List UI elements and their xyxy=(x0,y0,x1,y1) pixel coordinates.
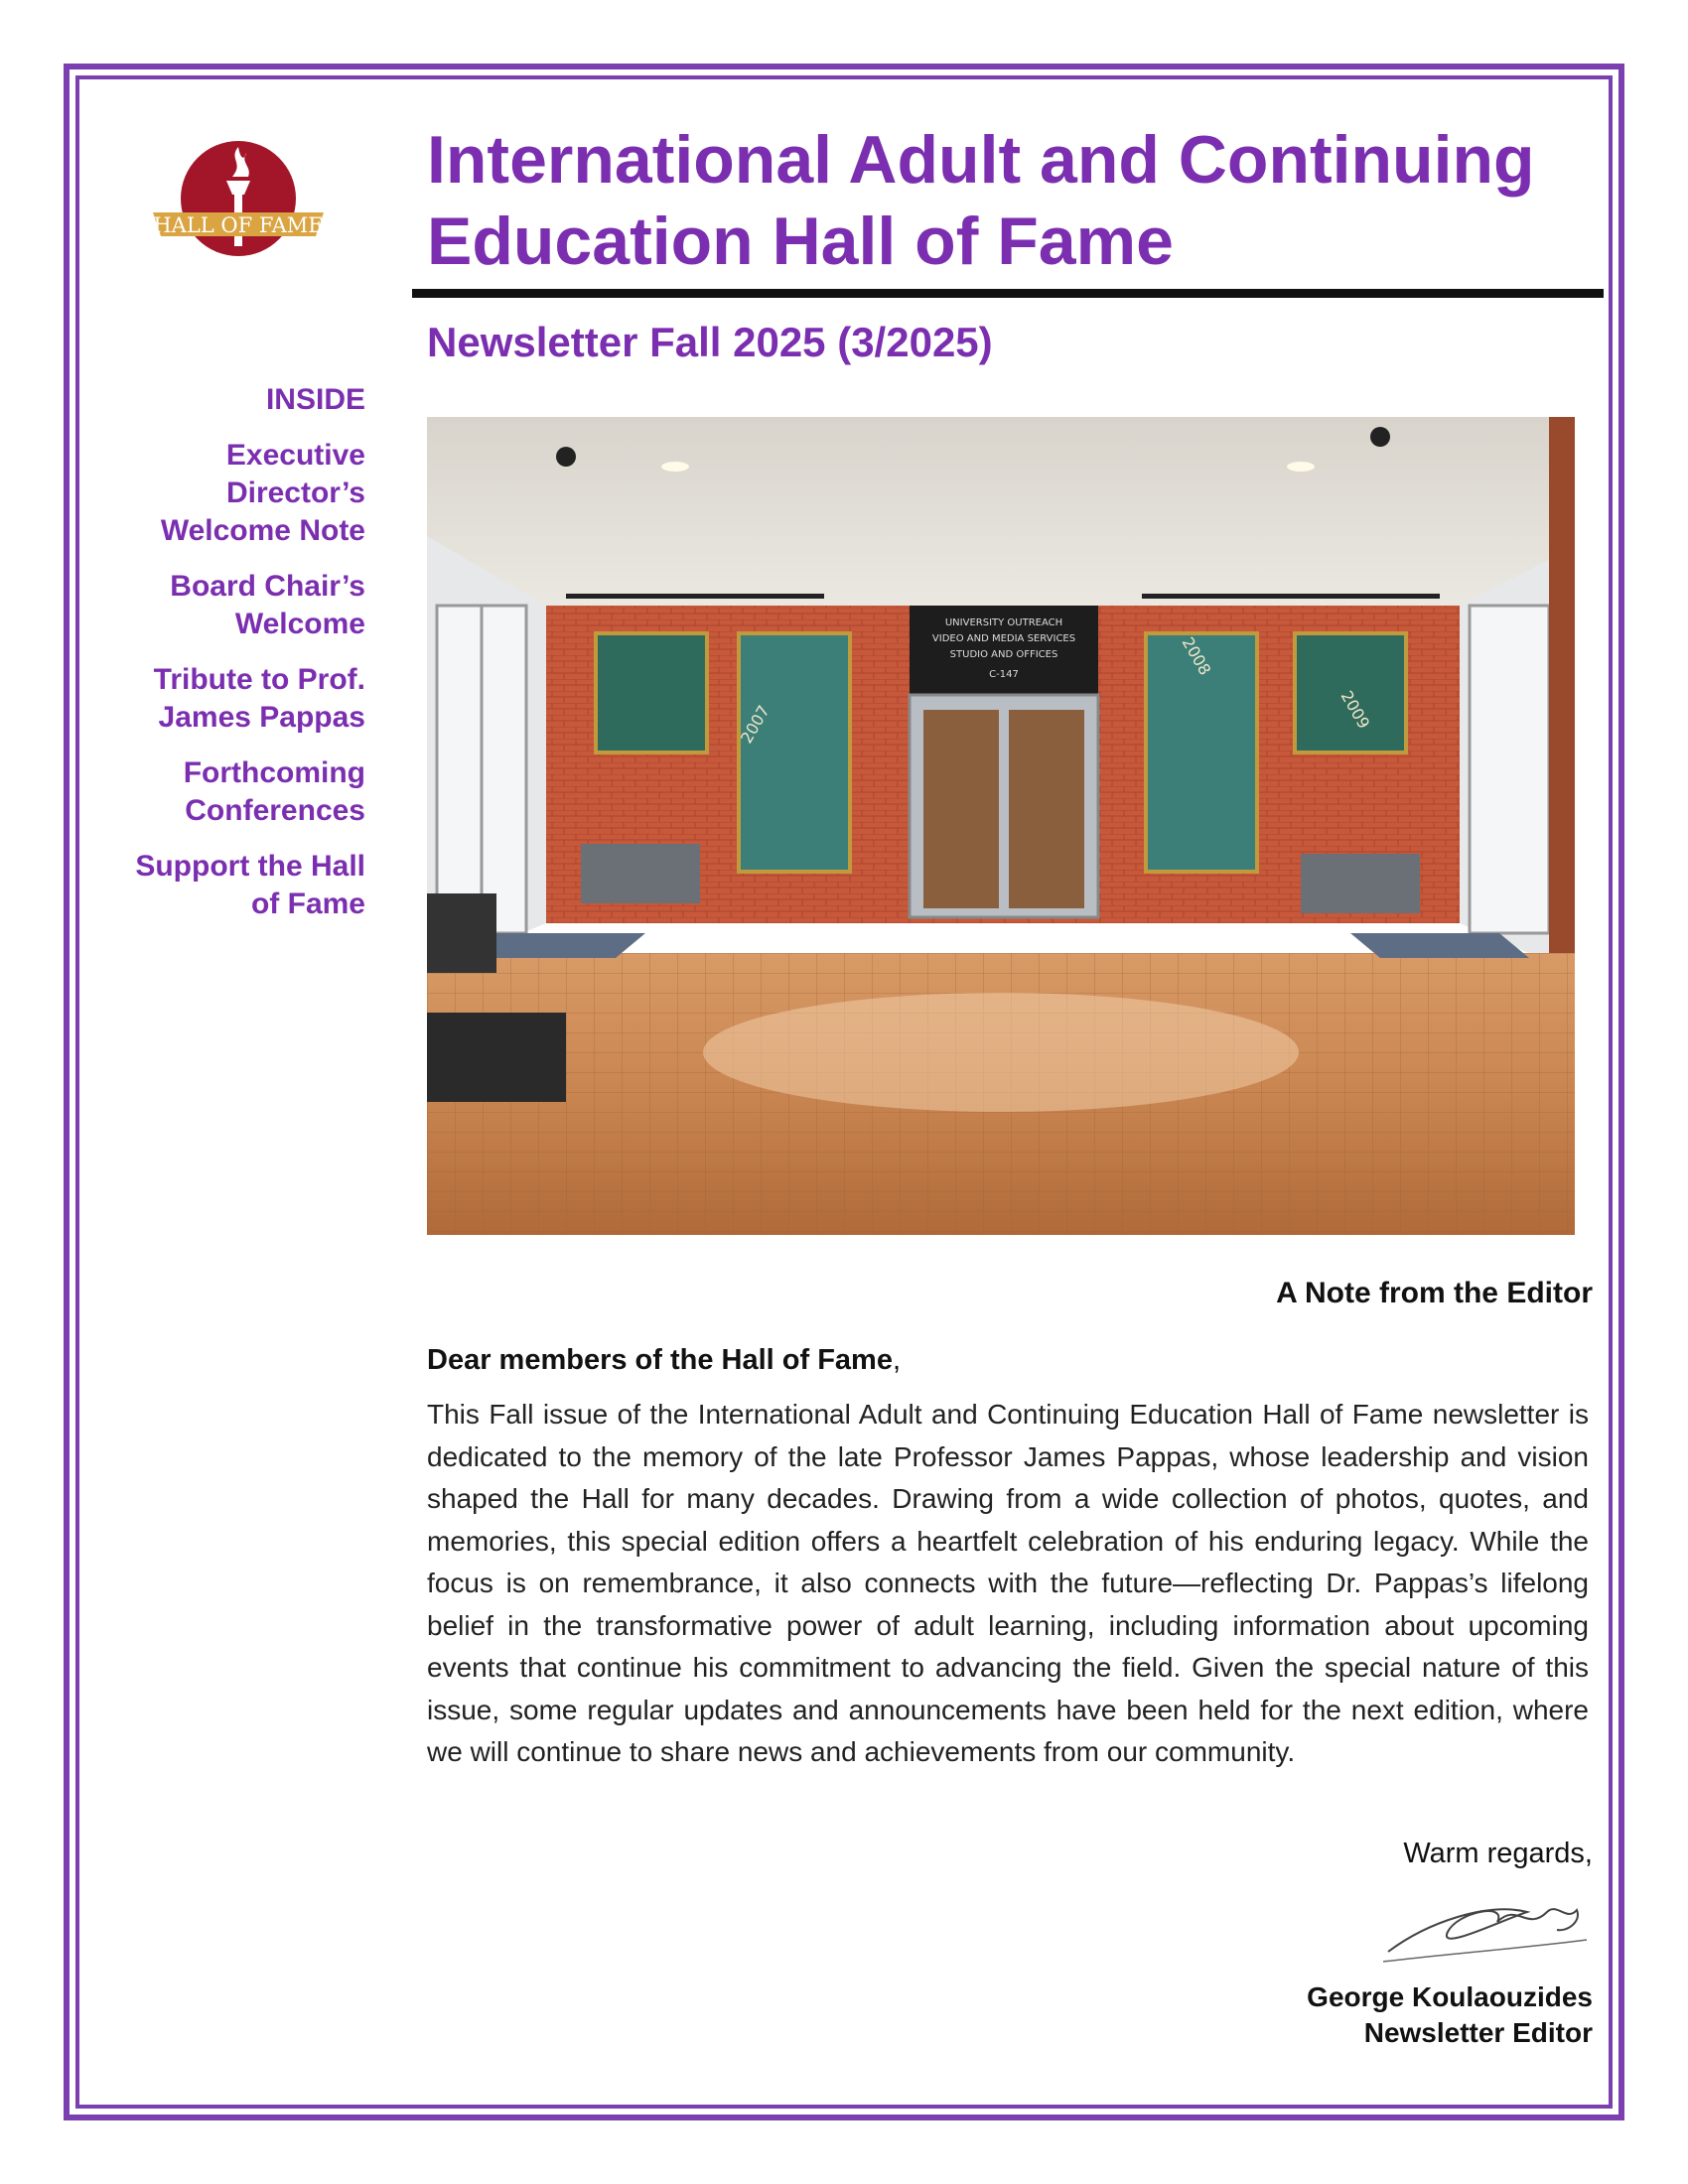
door-sign-line-2: VIDEO AND MEDIA SERVICES xyxy=(931,633,1076,644)
toc-line: Director’s xyxy=(225,477,365,509)
toc-line: of Fame xyxy=(250,887,365,920)
editor-note-body: This Fall issue of the International Adult and Continuing Education Hall of Fame newsletter is dedicated to the memory of the late Professor James Pappas, whose leadership and vision shaped the Hall for many decades. Drawing from a wide collection of photos, quotes, and memories, this special edition offers a heartfelt celebration of his enduring legacy. While the focus is on remembrance, it also connects with the future—reflecting Dr. Pappas’s lifelong belief in the transformative power of adult learning, including information about upcoming events that continue his commitment to advancing the field. Given the special nature of this issue, some regular updates and announcements have been held for the next edition, where we will continue to share news and achievements from our community. xyxy=(427,1399,1589,1767)
year-2007-label: 2007 xyxy=(737,702,774,747)
logo-text: HALL OF FAME xyxy=(153,213,324,237)
door-room-number: C-147 xyxy=(989,669,1019,680)
toc-item-conferences[interactable] xyxy=(99,754,365,830)
toc-item-board-chair[interactable] xyxy=(99,568,365,643)
hall-of-fame-logo xyxy=(149,137,328,276)
toc-line: Tribute to Prof. xyxy=(153,663,365,696)
hall-photo xyxy=(427,417,1575,1235)
signer-name: George Koulaouzides xyxy=(1307,1981,1593,2012)
title-line-1: International Adult and Continuing xyxy=(427,122,1535,198)
greeting-line xyxy=(427,1341,901,1379)
editor-note-heading: A Note from the Editor xyxy=(1276,1277,1593,1309)
newsletter-subtitle: Newsletter Fall 2025 (3/2025) xyxy=(427,319,993,365)
toc-line: Welcome xyxy=(234,608,365,640)
toc-line: Support the Hall xyxy=(135,850,365,883)
signer-title: Newsletter Editor xyxy=(1363,2017,1593,2048)
title-line-2: Education Hall of Fame xyxy=(427,204,1174,279)
toc-item-support[interactable] xyxy=(99,848,365,923)
toc-line: James Pappas xyxy=(158,701,365,734)
inside-heading: INSIDE xyxy=(265,383,365,416)
signer-block xyxy=(1307,1979,1593,2051)
title-divider xyxy=(412,289,1604,298)
toc-line: Forthcoming xyxy=(183,756,365,789)
toc-line: Executive xyxy=(225,439,365,472)
newsletter-title xyxy=(427,119,1618,282)
toc-item-executive-director[interactable] xyxy=(99,437,365,550)
signature xyxy=(1368,1882,1597,1981)
year-2008-label: 2008 xyxy=(1178,633,1215,679)
toc-item-tribute[interactable] xyxy=(99,661,365,737)
toc-line: Conferences xyxy=(185,794,365,827)
year-2009-label: 2009 xyxy=(1336,687,1374,733)
toc-line: Board Chair’s xyxy=(170,570,365,603)
greeting-text: Dear members of the Hall of Fame xyxy=(427,1344,893,1376)
greeting-comma: , xyxy=(892,1344,902,1376)
closing-line: Warm regards, xyxy=(1403,1838,1593,1869)
toc-line: Welcome Note xyxy=(160,514,365,547)
door-sign-line-3: STUDIO AND OFFICES xyxy=(949,649,1058,660)
door-sign-line-1: UNIVERSITY OUTREACH xyxy=(944,617,1063,628)
inside-sidebar xyxy=(99,381,365,941)
